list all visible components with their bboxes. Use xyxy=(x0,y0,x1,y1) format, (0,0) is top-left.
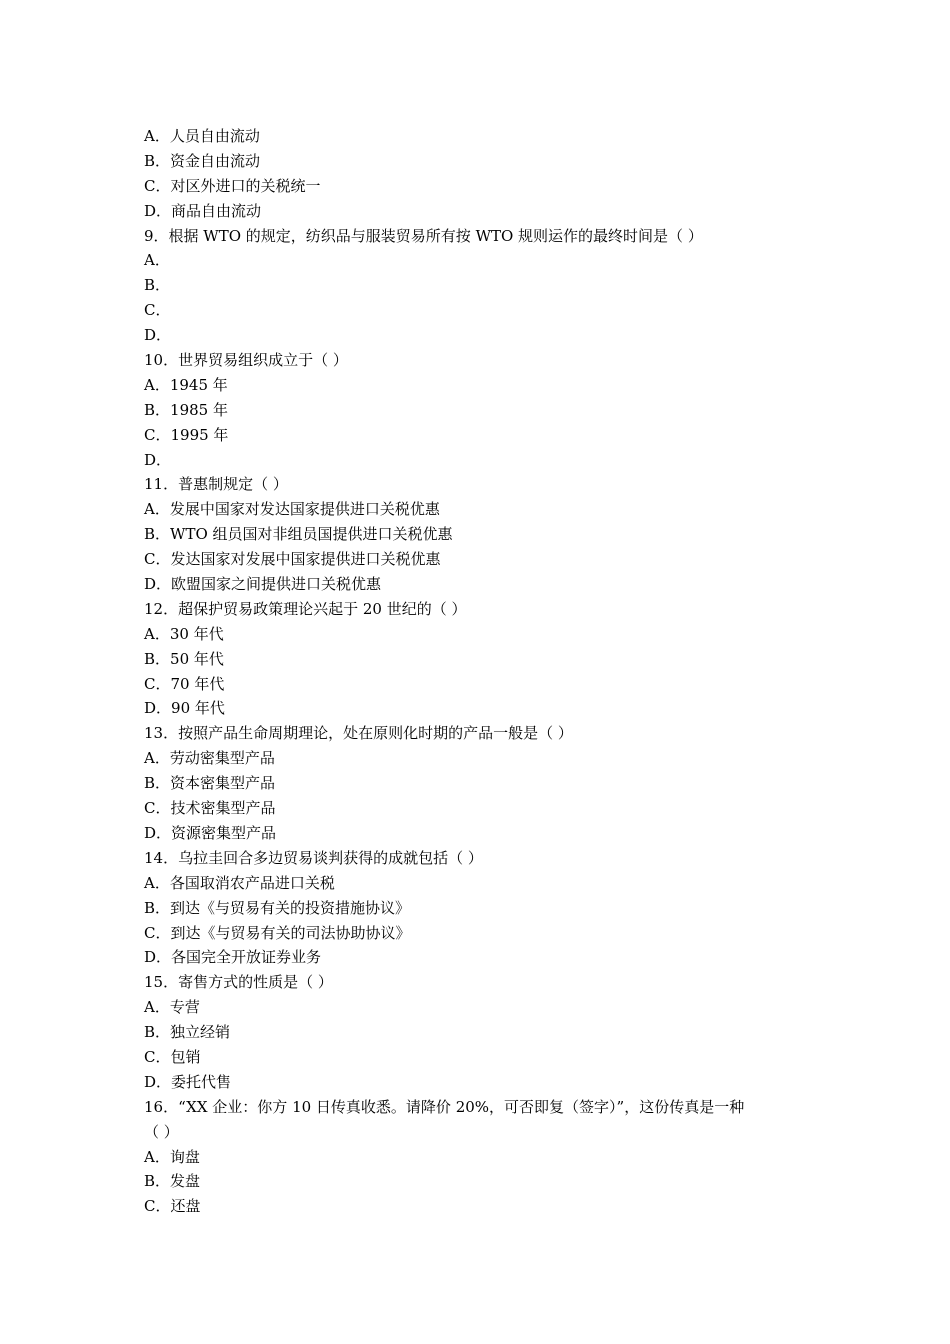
option-line: D．委托代售 xyxy=(144,1072,232,1091)
option-line: D．资源密集型产品 xyxy=(144,823,277,842)
question-line: 12．超保护贸易政策理论兴起于 20 世纪的（ ） xyxy=(144,599,467,618)
option-line: B．WTO 组员国对非组员国提供进口关税优惠 xyxy=(144,525,453,544)
option-line: A．30 年代 xyxy=(144,624,224,643)
option-line: A．1945 年 xyxy=(144,375,228,394)
option-line: B．独立经销 xyxy=(144,1023,231,1042)
option-line: D． xyxy=(144,326,172,345)
question-line: 16．“XX 企业：你方 10 日传真收悉。请降价 20%，可否即复（签字）”，这份传真是一种 xyxy=(144,1097,745,1116)
question-line: 14．乌拉圭回合多边贸易谈判获得的成就包括（ ） xyxy=(144,848,483,867)
option-line: B．到达《与贸易有关的投资措施协议》 xyxy=(144,898,411,917)
option-line: B．1985 年 xyxy=(144,400,228,419)
option-line: A．人员自由流动 xyxy=(144,127,260,145)
option-line: A．询盘 xyxy=(144,1147,200,1166)
option-line: B．资金自由流动 xyxy=(144,151,261,170)
option-line: C．到达《与贸易有关的司法协助协议》 xyxy=(144,923,411,942)
option-line: C．1995 年 xyxy=(144,425,229,444)
option-line: C．70 年代 xyxy=(144,674,225,693)
question-line-continuation: （ ） xyxy=(144,1122,179,1141)
option-line: A．劳动密集型产品 xyxy=(144,749,275,768)
option-line: C．技术密集型产品 xyxy=(144,799,276,818)
option-line: B．资本密集型产品 xyxy=(144,774,276,793)
option-line: B． xyxy=(144,276,171,295)
option-line: A．发展中国家对发达国家提供进口关税优惠 xyxy=(144,500,440,519)
option-line: C．还盘 xyxy=(144,1197,201,1216)
option-line: D．欧盟国家之间提供进口关税优惠 xyxy=(144,575,382,594)
option-line: A． xyxy=(144,251,170,270)
question-line: 10．世界贸易组织成立于（ ） xyxy=(144,351,348,370)
option-line: A．各国取消农产品进口关税 xyxy=(144,873,335,892)
option-line: D．90 年代 xyxy=(144,699,225,718)
question-line: 13．按照产品生命周期理论，处在原则化时期的产品一般是（ ） xyxy=(144,724,573,743)
option-line: C．发达国家对发展中国家提供进口关税优惠 xyxy=(144,550,441,569)
option-line: C． xyxy=(144,301,171,320)
question-list xyxy=(144,124,814,1219)
option-line: A．专营 xyxy=(144,998,200,1017)
question-line: 15．寄售方式的性质是（ ） xyxy=(144,973,333,992)
question-line: 11．普惠制规定（ ） xyxy=(144,475,288,494)
option-line: B．发盘 xyxy=(144,1172,201,1191)
option-line: D．各国完全开放证券业务 xyxy=(144,948,322,967)
option-line: D． xyxy=(144,450,172,469)
option-line: B．50 年代 xyxy=(144,649,224,668)
option-line: C．包销 xyxy=(144,1047,201,1066)
option-line: C．对区外进口的关税统一 xyxy=(144,176,321,195)
option-line: D．商品自由流动 xyxy=(144,201,262,220)
question-line: 9．根据 WTO 的规定，纺织品与服装贸易所有按 WTO 规则运作的最终时间是（ ） xyxy=(144,226,703,245)
